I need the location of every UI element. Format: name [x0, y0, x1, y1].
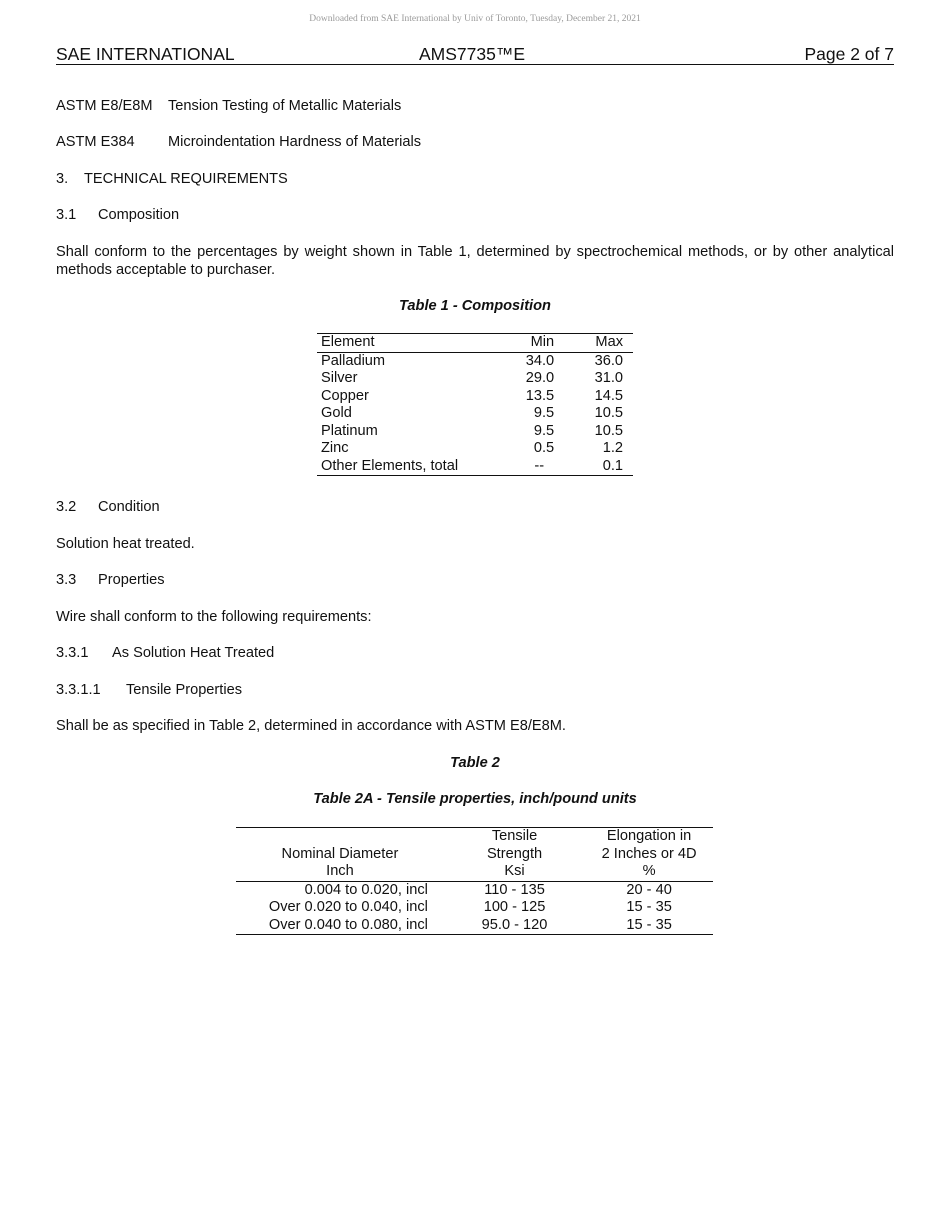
table-row	[317, 440, 633, 458]
header-line: Strength	[486, 845, 543, 862]
composition-paragraph: Shall conform to the percentages by weight shown in Table 1, determined by spectrochemical methods, or by other analytical methods acceptable to purchaser.	[56, 244, 894, 278]
header-line: Ksi	[504, 863, 525, 879]
diameter-cell: 0.004 to 0.020, incl	[304, 881, 428, 898]
section-title: As Solution Heat Treated	[112, 645, 275, 661]
element-cell: Silver	[321, 370, 358, 386]
table-row	[317, 352, 633, 370]
min-cell: 0.5	[533, 440, 555, 456]
elongation-cell: 15 - 35	[626, 899, 672, 915]
section-title: Tensile Properties	[126, 682, 242, 698]
section-heading-3-2	[56, 499, 160, 516]
header-publisher: SAE INTERNATIONAL	[56, 44, 235, 64]
element-cell: Other Elements, total	[321, 457, 459, 474]
header-page-number: Page 2 of 7	[804, 44, 894, 64]
max-cell: 31.0	[594, 370, 623, 386]
diameter-cell: Over 0.040 to 0.080, incl	[268, 916, 428, 933]
table2-caption: Table 2	[450, 755, 500, 771]
tensile-properties-table	[236, 827, 713, 935]
table-row	[236, 899, 713, 917]
header-line: 2 Inches or 4D	[601, 845, 697, 862]
table-header-row	[317, 334, 633, 353]
min-cell: 9.5	[533, 405, 555, 421]
column-header-element: Element	[317, 334, 491, 353]
section-number: 3.1	[56, 207, 77, 223]
section-heading-3	[56, 171, 288, 188]
elongation-cell: 15 - 35	[626, 916, 672, 933]
min-cell: 29.0	[525, 370, 555, 386]
table-row	[236, 881, 713, 899]
header-line: Inch	[326, 863, 354, 879]
max-cell: 36.0	[594, 352, 623, 369]
diameter-cell: Over 0.020 to 0.040, incl	[268, 899, 428, 915]
element-cell: Zinc	[321, 440, 349, 456]
section-number: 3.3.1.1	[56, 682, 101, 698]
elongation-cell: 20 - 40	[626, 881, 672, 898]
min-cell: --	[534, 457, 545, 474]
table-row	[317, 370, 633, 388]
table2a-caption: Table 2A - Tensile properties, inch/pound units	[313, 791, 637, 807]
header-line: Elongation in	[606, 828, 692, 844]
section-number: 3.3	[56, 572, 77, 588]
table-row	[317, 388, 633, 406]
section-title: Composition	[98, 207, 180, 223]
reference-title: Tension Testing of Metallic Materials	[168, 98, 402, 114]
column-header-tensile-strength	[444, 828, 585, 882]
min-cell: 9.5	[533, 422, 555, 439]
header-line: %	[642, 863, 656, 879]
strength-cell: 95.0 - 120	[481, 916, 548, 933]
strength-cell: 100 - 125	[483, 899, 546, 915]
element-cell: Copper	[321, 387, 369, 404]
page-header	[56, 44, 894, 65]
reference-item	[56, 98, 402, 115]
element-cell: Palladium	[321, 352, 386, 369]
download-watermark: Downloaded from SAE International by Univ of Toronto, Tuesday, December 21, 2021	[309, 14, 641, 24]
table-row	[236, 917, 713, 935]
tensile-paragraph: Shall be as specified in Table 2, determined in accordance with ASTM E8/E8M.	[56, 718, 566, 734]
table-row	[317, 405, 633, 423]
element-cell: Gold	[321, 405, 352, 421]
section-title: Properties	[98, 572, 165, 588]
column-header-min: Min	[491, 334, 554, 353]
properties-paragraph: Wire shall conform to the following requirements:	[56, 609, 372, 625]
section-title: TECHNICAL REQUIREMENTS	[84, 171, 288, 187]
element-cell: Platinum	[321, 422, 378, 439]
section-number: 3.2	[56, 499, 77, 515]
composition-table	[317, 333, 633, 476]
header-line: Tensile	[491, 828, 538, 844]
reference-item	[56, 134, 422, 151]
table-row	[317, 458, 633, 476]
table-row	[317, 423, 633, 441]
reference-code: ASTM E384	[56, 134, 135, 150]
section-heading-3-3-1	[56, 645, 275, 662]
section-heading-3-3	[56, 572, 165, 589]
section-heading-3-3-1-1	[56, 682, 242, 699]
header-line: Nominal Diameter	[281, 845, 399, 862]
max-cell: 14.5	[594, 387, 623, 404]
max-cell: 1.2	[602, 440, 623, 456]
section-number: 3.3.1	[56, 645, 89, 661]
column-header-nominal-diameter	[236, 828, 444, 882]
reference-title: Microindentation Hardness of Materials	[168, 134, 422, 150]
column-header-elongation	[585, 828, 713, 882]
table-header-row	[236, 828, 713, 882]
table1-caption: Table 1 - Composition	[399, 298, 551, 314]
min-cell: 34.0	[525, 352, 555, 369]
column-header-max: Max	[554, 334, 633, 353]
reference-code: ASTM E8/E8M	[56, 98, 153, 114]
section-heading-3-1	[56, 207, 180, 224]
strength-cell: 110 - 135	[484, 881, 545, 898]
max-cell: 10.5	[594, 422, 623, 439]
section-number: 3.	[56, 171, 69, 187]
max-cell: 10.5	[594, 405, 623, 421]
section-title: Condition	[98, 499, 160, 515]
header-document-id: AMS7735™E	[419, 44, 526, 64]
min-cell: 13.5	[525, 387, 555, 404]
max-cell: 0.1	[602, 457, 623, 474]
condition-paragraph: Solution heat treated.	[56, 536, 195, 552]
